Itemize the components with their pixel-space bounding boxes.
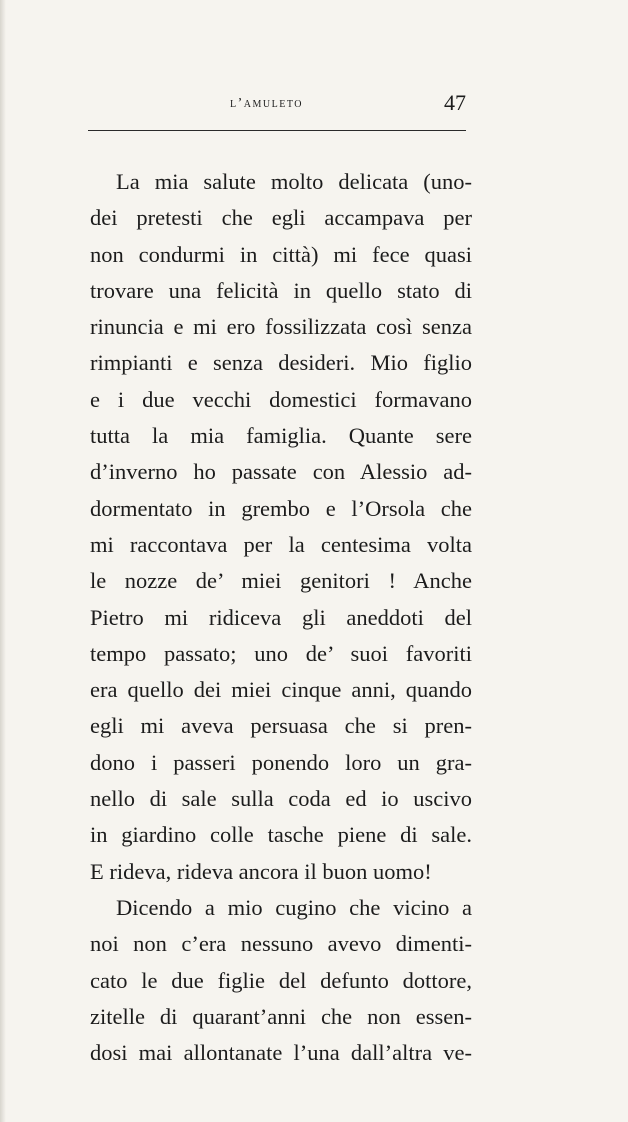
text-line: era quello dei miei cinque anni, quando — [90, 677, 472, 703]
text-line: trovare una felicità in quello stato di — [90, 277, 472, 303]
text-line: La mia salute molto delicata (uno- — [116, 169, 472, 194]
running-title: l’amuleto — [230, 96, 303, 111]
text-line: d’inverno ho passate con Alessio ad- — [90, 459, 472, 485]
text-line: nello di sale sulla coda ed io uscivo — [90, 786, 472, 812]
text-line: rimpianti e senza desideri. Mio figlio — [90, 350, 472, 376]
page-number: 47 — [444, 90, 466, 115]
text-line: Dicendo a mio cugino che vicino a — [116, 894, 472, 920]
text-line: cato le due figlie del defunto dottore, — [90, 967, 472, 993]
text-line: tutta la mia famiglia. Quante sere — [90, 423, 472, 449]
text-line: dosi mai allontanate l’una dall’altra ve- — [90, 1040, 472, 1066]
text-line: non condurmi in città) mi fece quasi — [90, 241, 472, 267]
text-line: e i due vecchi domestici formavano — [90, 386, 472, 412]
text-line: dono i passeri ponendo loro un gra- — [90, 749, 472, 775]
page-edge-shadow — [0, 0, 6, 1122]
header-rule — [88, 130, 466, 131]
text-line: noi non c’era nessuno avevo dimenti- — [90, 931, 472, 957]
text-line: le nozze de’ miei genitori ! Anche — [90, 568, 472, 594]
text-line: Pietro mi ridiceva gli aneddoti del — [90, 604, 472, 630]
running-head — [88, 92, 472, 122]
text-line: zitelle di quarant’anni che non essen- — [90, 1003, 472, 1029]
text-line: mi raccontava per la centesima volta — [90, 531, 472, 557]
body-text — [90, 164, 472, 1071]
text-line: dormentato in grembo e l’Orsola che — [90, 495, 472, 521]
text-line: egli mi aveva persuasa che si pren- — [90, 713, 472, 739]
text-line: in giardino colle tasche piene di sale. — [90, 822, 472, 848]
text-line: rinuncia e mi ero fossilizzata così senza — [90, 314, 472, 340]
text-line: dei pretesti che egli accampava per — [90, 205, 472, 231]
text-line: tempo passato; uno de’ suoi favoriti — [90, 640, 472, 666]
text-line: E rideva, rideva ancora il buon uomo! — [90, 858, 432, 884]
